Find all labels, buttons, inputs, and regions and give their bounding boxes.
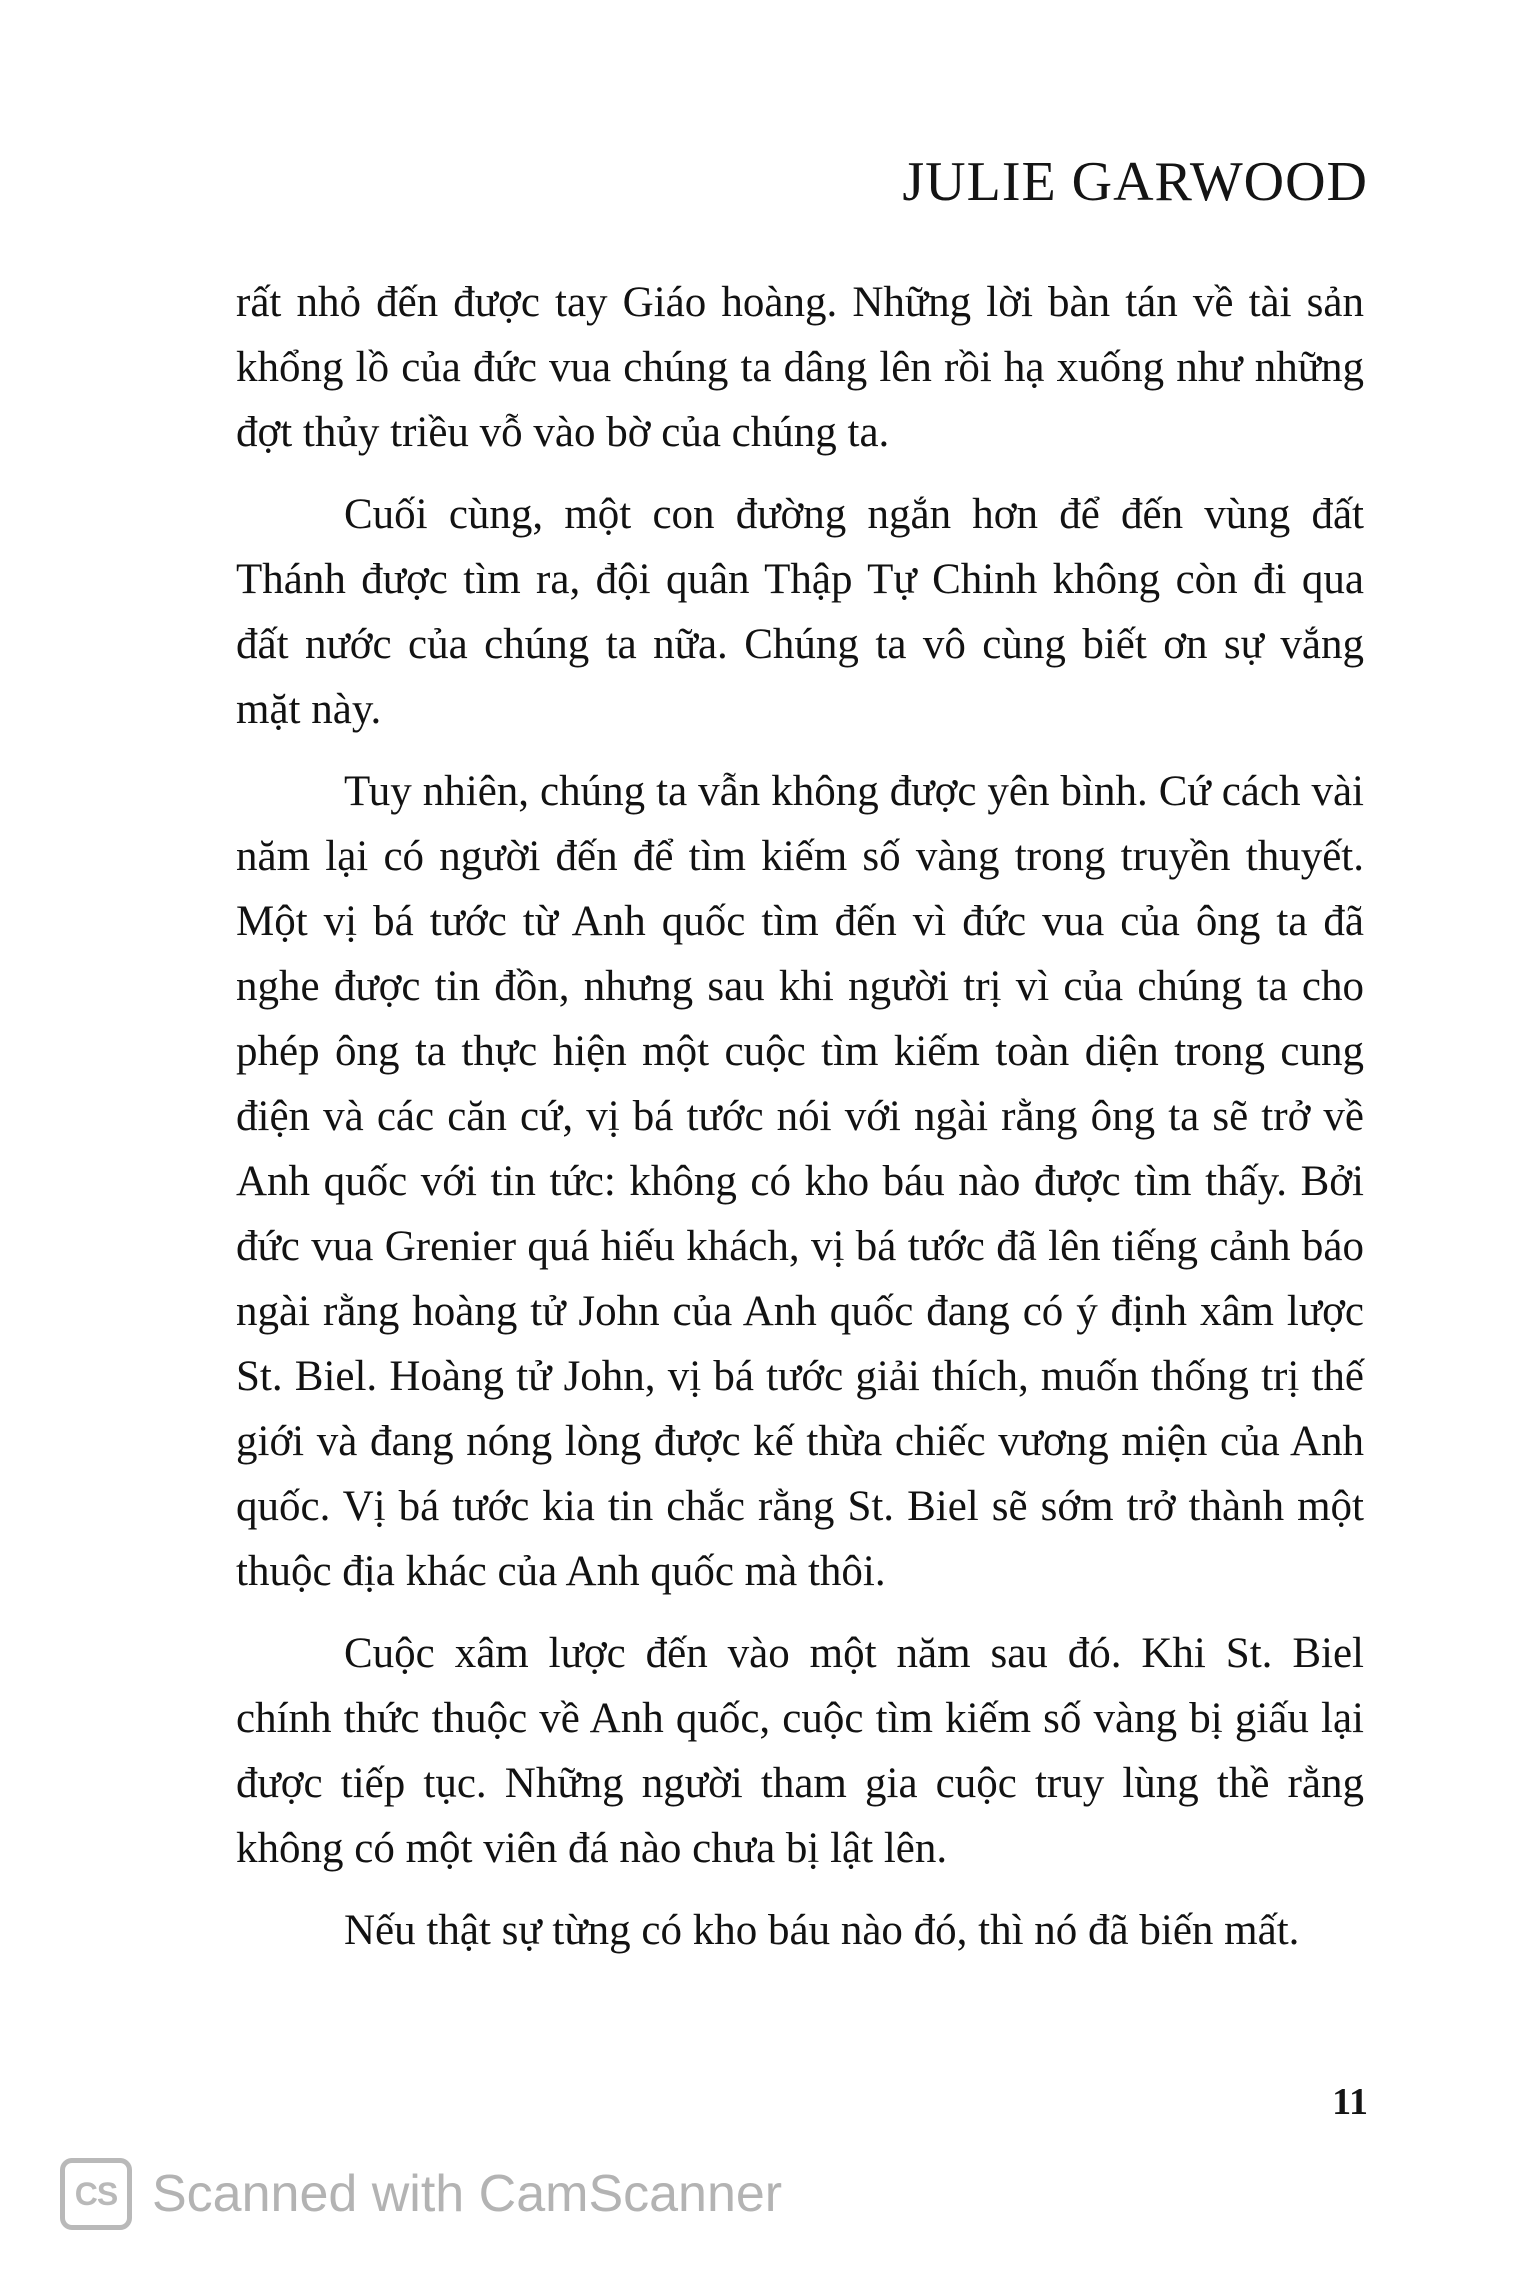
paragraph: rất nhỏ đến được tay Giáo hoàng. Những lời bàn tán về tài sản khổng lồ của đức vua chúng ta dâng lên rồi hạ xuống như những đợt thủy triều vỗ vào bờ của chúng ta.: [236, 279, 1364, 456]
running-header: JULIE GARWOOD: [902, 151, 1368, 213]
body-text: [236, 270, 1364, 1980]
paragraph: Cuối cùng, một con đường ngắn hơn để đến vùng đất Thánh được tìm ra, đội quân Thập Tự Chinh không còn đi qua đất nước của chúng ta nữa. Chúng ta vô cùng biết ơn sự vắng mặt này.: [236, 491, 1364, 733]
page-number: 11: [1332, 2081, 1368, 2123]
watermark-text: Scanned with CamScanner: [152, 2165, 783, 2223]
camscanner-logo-icon: CS: [60, 2158, 132, 2230]
scanner-watermark: [60, 2158, 782, 2230]
paragraph: Cuộc xâm lược đến vào một năm sau đó. Khi St. Biel chính thức thuộc về Anh quốc, cuộc tìm kiếm số vàng bị giấu lại được tiếp tục. Những người tham gia cuộc truy lùng thề rằng không có một viên đá nào chưa bị lật lên.: [236, 1630, 1364, 1872]
paragraph: Tuy nhiên, chúng ta vẫn không được yên bình. Cứ cách vài năm lại có người đến để tìm kiếm số vàng trong truyền thuyết. Một vị bá tước từ Anh quốc tìm đến vì đức vua của ông ta đã nghe được tin đồn, nhưng sau khi người trị vì của chúng ta cho phép ông ta thực hiện một cuộc tìm kiếm toàn diện trong cung điện và các căn cứ, vị bá tước nói với ngài rằng ông ta sẽ trở về Anh quốc với tin tức: không có kho báu nào được tìm thấy. Bởi đức vua Grenier quá hiếu khách, vị bá tước đã lên tiếng cảnh báo ngài rằng hoàng tử John của Anh quốc đang có ý định xâm lược St. Biel. Hoàng tử John, vị bá tước giải thích, muốn thống trị thế giới và đang nóng lòng được kế thừa chiếc vương miện của Anh quốc. Vị bá tước kia tin chắc rằng St. Biel sẽ sớm trở thành một thuộc địa khác của Anh quốc mà thôi.: [236, 768, 1364, 1595]
paragraph: Nếu thật sự từng có kho báu nào đó, thì nó đã biến mất.: [344, 1907, 1300, 1954]
